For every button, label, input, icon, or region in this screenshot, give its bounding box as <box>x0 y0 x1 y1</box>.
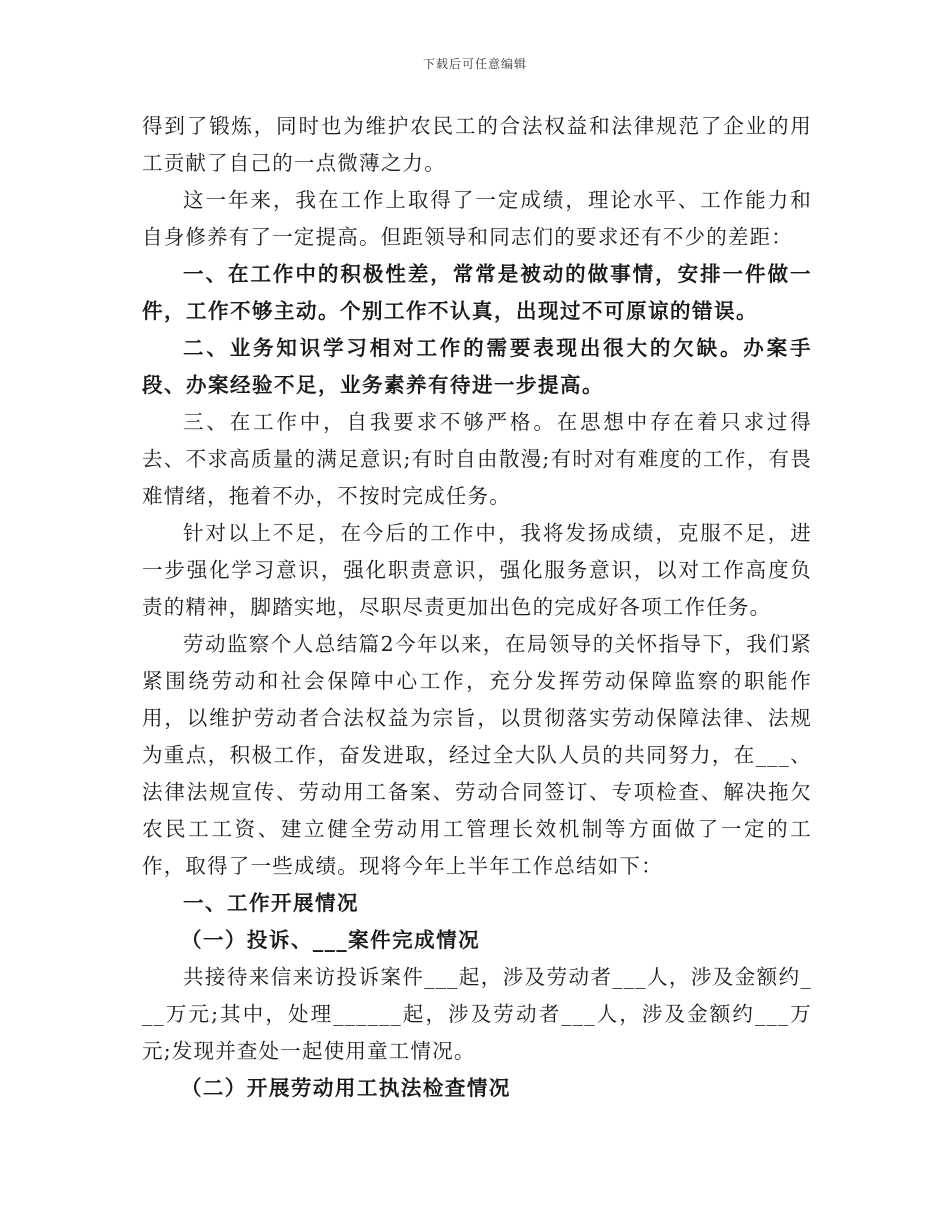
paragraph-shortcoming-2: 二、业务知识学习相对工作的需要表现出很大的欠缺。办案手段、办案经验不足，业务素养有待进一步提高。 <box>142 336 812 397</box>
subsection-heading-complaints: （一）投诉、___案件完成情况 <box>180 928 481 952</box>
paragraph-improvement: 针对以上不足，在今后的工作中，我将发扬成绩，克服不足，进一步强化学习意识，强化职责意识，强化服务意识，以对工作高度负责的精神，脚踏实地，尽职尽责更加出色的完成好各项工作任务。 <box>142 521 812 619</box>
paragraph-continuation: 得到了锻炼，同时也为维护农民工的合法权益和法律规范了企业的用工贡献了自己的一点微薄之力。 <box>142 114 812 175</box>
subsection-heading-inspection: （二）开展劳动用工执法检查情况 <box>180 1076 511 1100</box>
paragraph-complaints-stats: 共接待来信来访投诉案件___起，涉及劳动者___人，涉及金额约___万元;其中，处理______起，涉及劳动者___人，涉及金额约___万元;发现并查处一起使用童工情况。 <box>142 965 812 1063</box>
paragraph-part2-intro: 劳动监察个人总结篇2今年以来，在局领导的关怀指导下，我们紧紧围绕劳动和社会保障中心工作，充分发挥劳动保障监察的职能作用，以维护劳动者合法权益为宗旨，以贯彻落实劳动保障法律、法规为重点，积极工作，奋发进取，经过全大队人员的共同努力，在___、法律法规宣传、劳动用工备案、劳动合同签订、专项检查、解决拖欠农民工工资、建立健全劳动用工管理长效机制等方面做了一定的工作，取得了一些成绩。现将今年上半年工作总结如下： <box>142 632 812 878</box>
paragraph-shortcoming-1: 一、在工作中的积极性差，常常是被动的做事情，安排一件做一件，工作不够主动。个别工作不认真，出现过不可原谅的错误。 <box>142 262 812 323</box>
paragraph-shortcoming-3: 三、在工作中，自我要求不够严格。在思想中存在着只求过得去、不求高质量的满足意识;有时自由散漫;有时对有难度的工作，有畏难情绪，拖着不办，不按时完成任务。 <box>142 410 812 508</box>
page-header: 下载后可任意编辑 <box>422 57 527 71</box>
section-heading-work-status: 一、工作开展情况 <box>183 891 359 915</box>
paragraph-summary: 这一年来，我在工作上取得了一定成绩，理论水平、工作能力和自身修养有了一定提高。但距领导和同志们的要求还有不少的差距： <box>142 188 812 249</box>
document-body <box>142 108 812 1107</box>
